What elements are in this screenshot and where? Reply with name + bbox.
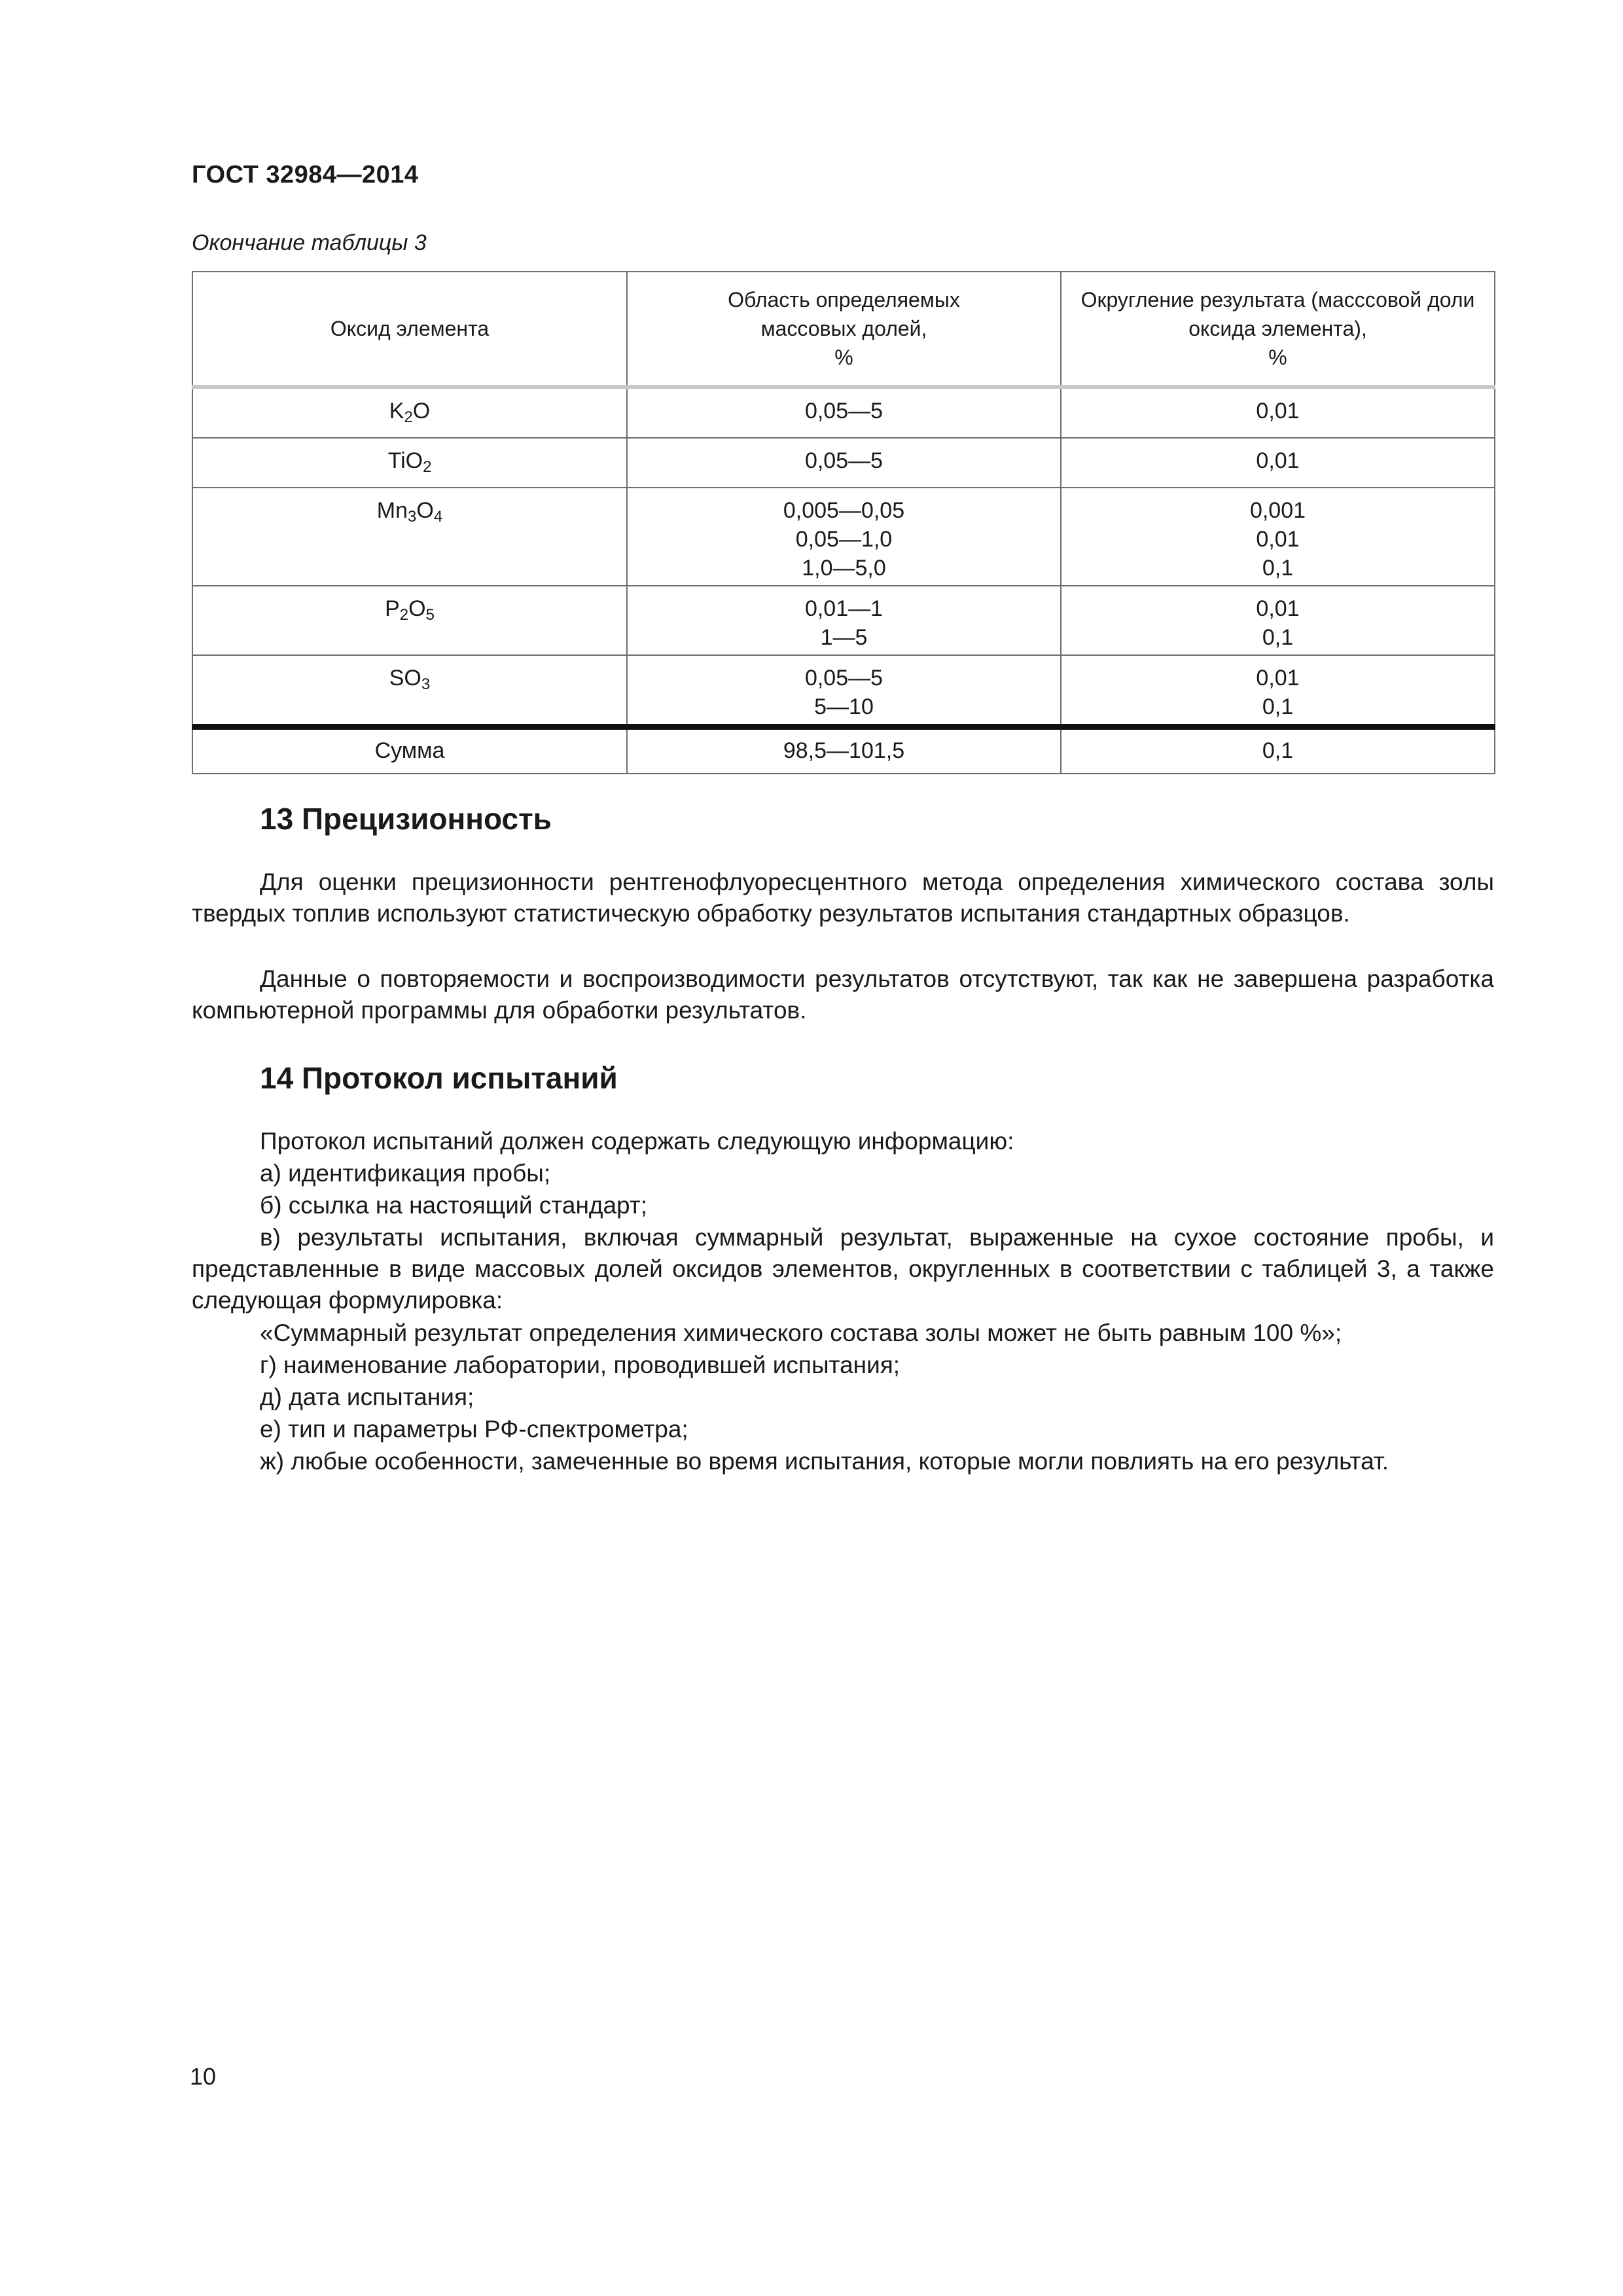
table-row [192,387,1495,438]
section-13-title: 13 Прецизионность [260,802,552,836]
table-caption: Окончание таблицы 3 [192,230,427,255]
range-cell: 0,05—5 [627,387,1061,438]
rounding-cell: 0,01 [1061,387,1495,438]
rounding-cell: 0,001 0,01 0,1 [1061,488,1495,586]
range-cell: 0,05—5 5—10 [627,655,1061,727]
protocol-item-v: в) результаты испытания, включая суммарный результат, выраженные на сухое состояние пробы, и представленные в виде массовых долей оксидов элементов, округленных в соответствии с таблицей 3, а также следующая формулировка: [192,1224,1494,1314]
sum-range: 98,5—101,5 [627,727,1061,774]
range-cell: 0,01—1 1—5 [627,586,1061,655]
sum-rounding: 0,1 [1061,727,1495,774]
header-range-line: % [834,346,853,369]
header-oxide: Оксид элемента [192,272,627,387]
protocol-item-d: д) дата испытания; [260,1384,474,1410]
page-number: 10 [190,2063,217,2090]
oxide-cell: $SO_3$ [192,655,627,727]
oxide-cell: $P_2O_5$ [192,586,627,655]
section-13-paragraph-1: Для оценки прецизионности рентгенофлуоресцентного метода определения химического состава золы твердых топлив используют статистическую обработку результатов испытания стандартных образцов. [192,869,1494,927]
table-row [192,488,1495,586]
protocol-item-g: г) наименование лаборатории, проводившей испытания; [260,1352,901,1378]
header-rounding-line: % [1268,346,1287,369]
rounding-cell: 0,01 0,1 [1061,586,1495,655]
oxide-table [192,271,1495,774]
header-range-line: Область определяемых [728,288,960,312]
table-row [192,586,1495,655]
sum-label: Сумма [192,727,627,774]
rounding-cell: 0,01 0,1 [1061,655,1495,727]
oxide-cell: $K_2O$ [192,387,627,438]
header-range-line: массовых долей, [760,317,927,340]
protocol-intro: Протокол испытаний должен содержать следующую информацию: [260,1128,1014,1155]
protocol-item-b: б) ссылка на настоящий стандарт; [260,1192,648,1219]
range-cell: 0,05—5 [627,438,1061,488]
oxide-cell: $Mn_3O_4$ [192,488,627,586]
document-header: ГОСТ 32984—2014 [192,161,419,188]
protocol-item-e: е) тип и параметры РФ-спектрометра; [260,1416,688,1443]
table-row [192,438,1495,488]
protocol-quote: «Суммарный результат определения химического состава золы может не быть равным 100 %»; [260,1319,1342,1346]
oxide-cell: TiO$_2$ [192,438,627,488]
rounding-cell: 0,01 [1061,438,1495,488]
header-rounding-line: Округление результата (масссовой доли [1080,288,1475,312]
protocol-item-a: а) идентификация пробы; [260,1160,551,1187]
table-row [192,655,1495,727]
header-rounding [1061,272,1495,387]
header-range [627,272,1061,387]
range-cell: 0,005—0,05 0,05—1,0 1,0—5,0 [627,488,1061,586]
section-13-paragraph-2: Данные о повторяемости и воспроизводимости результатов отсутствуют, так как не завершена разработка компьютерной программы для обработки результатов. [192,965,1494,1024]
header-rounding-line: оксида элемента), [1188,317,1367,340]
section-14-title: 14 Протокол испытаний [260,1061,618,1095]
protocol-item-zh: ж) любые особенности, замеченные во время испытания, которые могли повлиять на его результат. [260,1448,1389,1475]
table-sum-row [192,727,1495,774]
table-header-row [192,272,1495,387]
